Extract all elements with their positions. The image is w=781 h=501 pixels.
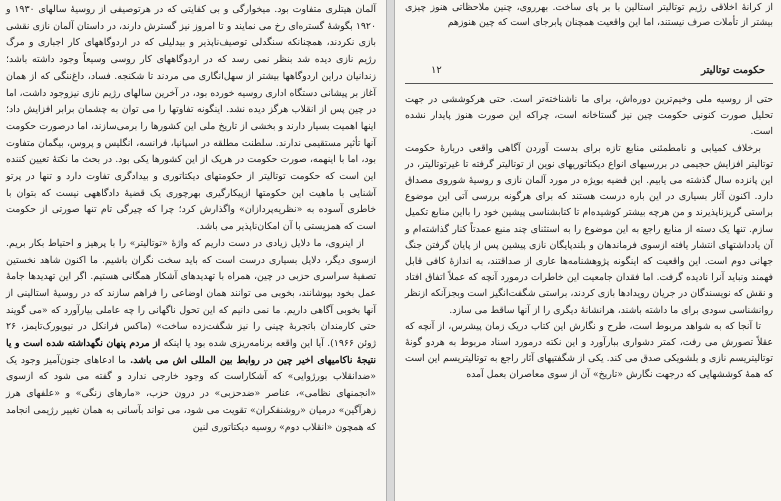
paragraph-text: آلمان هیتلری متفاوت بود. میخوارگی و بی کفایتی که در هرتوصیفی از روسیهٔ سالهای ۱۹۳۰ و ۱۹۲۰ بگوشۀ گستره‌ای رخ می نمایند و تا امروز نیز گسترش دارند، در داستان آلمان نازی نقشی بازی نکردند، همچنانکه سنگدلی توصیف‌ناپذیر و بیدلیلی که در اردوگاههای کار اجباری و مرگ رژیم نازی دیده شد بنظر نمی رسد که در اردوگاههای کار روسی وسیعاً وجود داشته باشد؛ زندانیان دراین اردوگاهها بیشتر از سهل‌انگاری می مردند تا شکنجه. فساد، داغ‌ننگی که از همان آغاز بر پیشانی دستگاه اداری روسیه خورده بود، در آخرین سالهای رژیم نازی نیزوجود داشت، اما در چین پس از انقلاب هرگز دیده نشد. اینگونه تفاوتها را می توان به چشمان برابر افزایش داد؛ اینها اهمیت بسیار دارند و بخشی از تاریخ ملی این کشورها را برمی‌سازند، اما درصورت حکومت آنها تأثیر مستقیمی ندارند. سلطنت مطلقه در اسپانیا، فرانسه، انگلیس و پروس، بیگمان متفاوت بود، اما با اینهمه، صورت حکومت در هریک از این کشورها یکی بود. در بحث ما نکتهٔ تعیین کننده این است که حکومت توتالیتر از حکومتهای دیکتاتوری و بیدادگری تفاوت دارد و تنها در پرتو آشنایی با ماهیت این حکومتها ازپیکارگیری بهرچوری یک قضیهٔ دادگاههی نیست که بتوان با خاطری آسوده به «نظریه‌پردازان» واگذارش کرد؛ چرا که چیرگی تام تنها صورتی از حکومت است که همزیستی با آن امکان‌ناپذیر می باشد. <box>6 4 376 233</box>
left-page <box>0 0 386 501</box>
right-page-body <box>405 92 773 384</box>
right-page <box>395 0 781 501</box>
right-paragraph: حتی از روسیه ملی وخیم‌ترین دوره‌اش، برای ما ناشناخته‌تر است. حتی هرکوششی در جهت تحلیل صورت کنونی حکومت چین نیز گستاخانه است، چراکه این صورت هنوز پایدار نشده است. <box>405 94 773 138</box>
right-paragraph: تا آنجا که به شواهد مربوط است، طرح و نگارش این کتاب دریک زمان پیشرس، از آنچه که عقلاً تصورش می رفت، کمتر دشواری ببارآورد و این نکته درمورد اسناد مربوط به هردو گونهٔ توتالیتریسم نازی و بلشویکی صدق می کند. یکی از شگفتیهای آثار راجع به توتالیتریسم این است که همهٔ کوششهایی که درجهت نگارش «تاریخ» آن از سوی معاصران بعمل آمده <box>405 320 773 381</box>
right-paragraph: برخلاف کمیابی و نامطمئنی منابع تازه برای بدست آوردن آگاهی واقعی دربارهٔ حکومت توتالیتر افزایش حجیمی در بررسیهای انواع دیکتاتوریهای نوین از توتالیتر گرفته تا غیرتوتالیتر، در این پانزده سال گذشته می یابیم. این قضیه بویژه در مورد آلمان نازی و روسیهٔ شوروی مصداق دارد. اکنون آثار بسیاری در این باره درست هستند که برای هرگونه بررسی آتی این موضوع براستی گریزناپذیرند و من هرچه بیشتر کوشیده‌ام تا کتابشناسی پیشین خود را بااین منابع تکمیل سازم. تنها یک دسته از منابع راجع به این موضوع را به استثنای چند منبع عمدتاً کنار گذاشته‌ام و آن یادداشتهای انتشار یافته ازسوی فرماندهان و بلندپایگان نازی پیشین پس از پایان گرفتن جنگ جهانی دوم است. این واقعیت که اینگونه پژوهشنامه‌ها عاری از صداقتند، به اندازهٔ کافی قابل فهمند ونباید آنرا نادیده گرفت. اما فقدان جامعیت این خاطرات درمورد آنچه که عملاً اتفاق افتاد و نقش که نویسندگان در جریان رویدادها بازی کردند، براستی شگفت‌انگیز است وبجزآنکه ازنظر روانشناسی سودی برای ما داشته باشند، هرانشانهٔ دیگری را از آنها ساقط می سازد. <box>405 142 773 316</box>
page-number: ۱۲ <box>431 65 442 76</box>
bold-text: از مردم پنهان نگهداشته شده است و یا نتیجهٔ ناکامیهای اخیر چین در روابط بین المللی اش می باشد. <box>6 338 376 366</box>
right-page-top-text: از کرانهٔ اخلاقی رژیم توتالیتر استالین با بر پای ساخت. بهرروی، چنین ملاحظاتی هنوز چیزی بیشتر از تأملات صرف نیستند، اما این واقعیت همچنان پابرجای است که چین هنوزهم <box>405 2 773 28</box>
paragraph-text: ما ادعاهای جنون‌آمیز وجود یک «ضدانقلاب بورژوایی» که آشکاراست که وجود خارجی ندارد و گفته می شود که ازسوی «انجمنهای نظامی»، عناصر «ضدحزبی» در درون حزب، «مارهای زنگی» و «علفهای هرز زهرآگین» درمیان «روشنفکران» تقویت می شود، می تواند بآسانی به همان تغییر رژیمی انجامد که همچون «انقلاب دوم» روسیه دیکتاتوری لنین <box>6 354 376 433</box>
left-paragraph <box>6 2 376 236</box>
page-gutter <box>386 0 395 501</box>
left-paragraph <box>6 236 376 436</box>
running-head-title: حکومت توتالیتر <box>701 65 765 76</box>
paragraph-text: از اینروی، ما دلایل زیادی در دست داریم که واژهٔ «توتالیتر» را با پرهیز و احتیاط بکار بریم. ازسوی دیگر، دلایل بسیاری درست است که باید سخت نگران باشیم. ما اکنون شاهد نخستین تصفیهٔ سراسری حزبی در چین، همراه با تهدیدهای آشکار همگانی هستیم. اگر این تهدیدها جامهٔ عمل بخود بپوشانند، بخوبی می توانند همان اوضاعی را فراهم سازند که در روسیهٔ استالینی از آنها بخوبی آگاهی داریم. ما نمی دانیم که این تحول ناگهانی را چه عاملی بیارآورد که «می گویند حتی کارمندان باتجربهٔ چینی را نیز شگفت‌زده ساخت» (ماکس فرانکل در نیویورک‌تایمز، ۲۶ ژوئن ۱۹۶۶). آیا این واقعه برنامه‌ریزی شده بود یا اینکه <box>6 237 377 350</box>
left-page-text <box>6 2 376 436</box>
running-head <box>405 61 773 84</box>
